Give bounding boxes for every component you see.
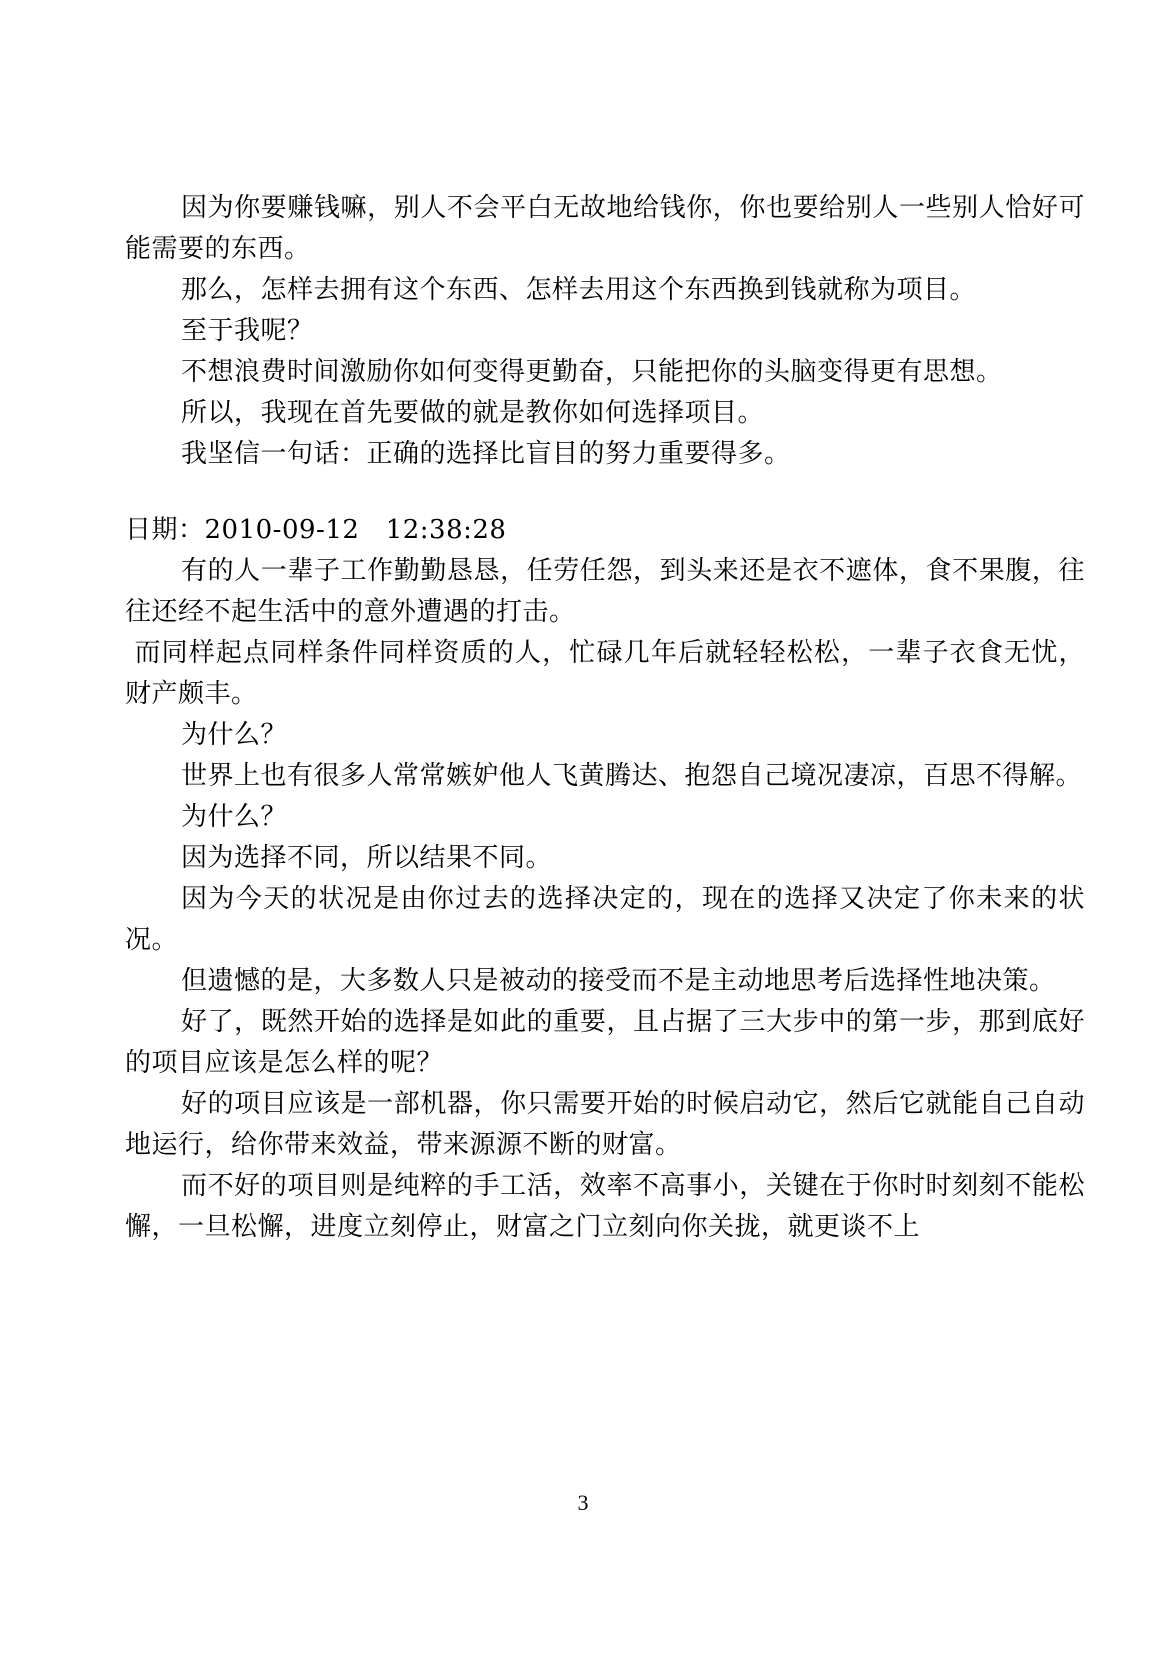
paragraph: 而同样起点同样条件同样资质的人，忙碌几年后就轻轻松松，一辈子衣食无忧，财产颇丰。 bbox=[125, 638, 1085, 709]
paragraph: 我坚信一句话：正确的选择比盲目的努力重要得多。 bbox=[181, 439, 791, 469]
paragraph: 有的人一辈子工作勤勤恳恳，任劳任怨，到头来还是衣不遮体，食不果腹，往往还经不起生活中的意外遭遇的打击。 bbox=[125, 556, 1085, 627]
paragraph: 因为你要赚钱嘛，别人不会平白无故地给钱你，你也要给别人一些别人恰好可能需要的东西。 bbox=[125, 193, 1085, 264]
document-body bbox=[125, 188, 1085, 1248]
paragraph: 好的项目应该是一部机器，你只需要开始的时候启动它，然后它就能自己自动地运行，给你带来效益，带来源源不断的财富。 bbox=[125, 1089, 1085, 1160]
page-number: 3 bbox=[577, 1490, 589, 1515]
paragraph: 因为选择不同，所以结果不同。 bbox=[181, 843, 553, 873]
paragraph: 世界上也有很多人常常嫉妒他人飞黄腾达、抱怨自己境况凄凉，百思不得解。 bbox=[181, 761, 1083, 791]
paragraph: 因为今天的状况是由你过去的选择决定的，现在的选择又决定了你未来的状况。 bbox=[125, 884, 1085, 955]
paragraph: 为什么？ bbox=[181, 802, 288, 832]
paragraph: 但遗憾的是，大多数人只是被动的接受而不是主动地思考后选择性地决策。 bbox=[181, 966, 1056, 996]
paragraph-spacer bbox=[125, 475, 1085, 510]
paragraph: 为什么？ bbox=[181, 720, 288, 750]
paragraph: 至于我呢？ bbox=[181, 316, 314, 346]
paragraph: 所以，我现在首先要做的就是教你如何选择项目。 bbox=[181, 398, 765, 428]
paragraph: 那么，怎样去拥有这个东西、怎样去用这个东西换到钱就称为项目。 bbox=[181, 275, 977, 305]
paragraph: 而不好的项目则是纯粹的手工活，效率不高事小，关键在于你时时刻刻不能松懈，一旦松懈，进度立刻停止，财富之门立刻向你关拢，就更谈不上 bbox=[125, 1171, 1085, 1242]
paragraph: 不想浪费时间激励你如何变得更勤奋，只能把你的头脑变得更有思想。 bbox=[181, 357, 1003, 387]
date-line: 日期：2010-09-12 12:38:28 bbox=[125, 515, 507, 545]
paragraph: 好了，既然开始的选择是如此的重要，且占据了三大步中的第一步，那到底好的项目应该是怎么样的呢？ bbox=[125, 1007, 1085, 1078]
